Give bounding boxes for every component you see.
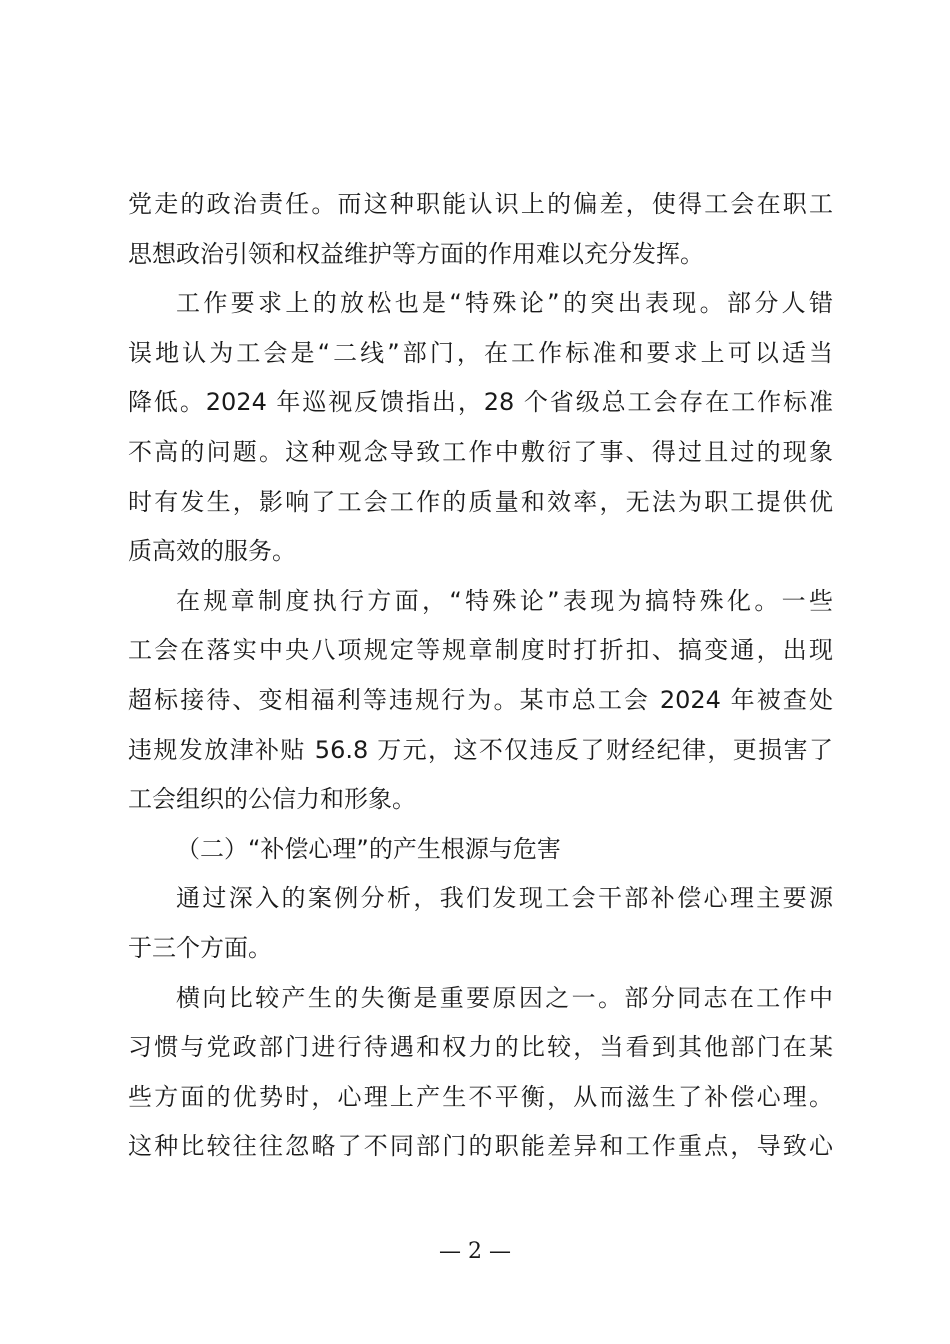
text-line: 违规发放津补贴 56.8 万元，这不仅违反了财经纪律，更损害了	[128, 735, 833, 764]
body-text	[128, 180, 833, 1172]
text-line: 在规章制度执行方面，“特殊论”表现为搞特殊化。一些	[176, 586, 833, 615]
text-line: 于三个方面。	[128, 933, 272, 962]
text-line: 不高的问题。这种观念导致工作中敷衍了事、得过且过的现象	[128, 437, 833, 466]
text-line: 工作要求上的放松也是“特殊论”的突出表现。部分人错	[176, 289, 833, 318]
text-line: 思想政治引领和权益维护等方面的作用难以充分发挥。	[128, 239, 704, 268]
text-line: 超标接待、变相福利等违规行为。某市总工会 2024 年被查处	[128, 685, 833, 714]
text-line: 些方面的优势时，心理上产生不平衡，从而滋生了补偿心理。	[128, 1082, 833, 1111]
page-number: — 2 —	[439, 1239, 511, 1264]
text-line: 降低。2024 年巡视反馈指出，28 个省级总工会存在工作标准	[128, 388, 833, 417]
text-line: 党走的政治责任。而这种职能认识上的偏差，使得工会在职工	[128, 190, 833, 218]
section-heading: （二）“补偿心理”的产生根源与危害	[176, 834, 561, 863]
text-line: 质高效的服务。	[128, 537, 296, 566]
text-line: 通过深入的案例分析，我们发现工会干部补偿心理主要源	[176, 884, 833, 913]
text-line: 工会在落实中央八项规定等规章制度时打折扣、搞变通，出现	[128, 636, 833, 665]
text-line: 横向比较产生的失衡是重要原因之一。部分同志在工作中	[176, 983, 833, 1012]
text-line: 习惯与党政部门进行待遇和权力的比较，当看到其他部门在某	[128, 1033, 833, 1062]
text-line: 时有发生，影响了工会工作的质量和效率，无法为职工提供优	[128, 487, 833, 516]
text-line: 误地认为工会是“二线”部门，在工作标准和要求上可以适当	[128, 338, 833, 367]
text-line: 工会组织的公信力和形象。	[128, 785, 416, 814]
text-line: 这种比较往往忽略了不同部门的职能差异和工作重点，导致心	[128, 1132, 833, 1161]
